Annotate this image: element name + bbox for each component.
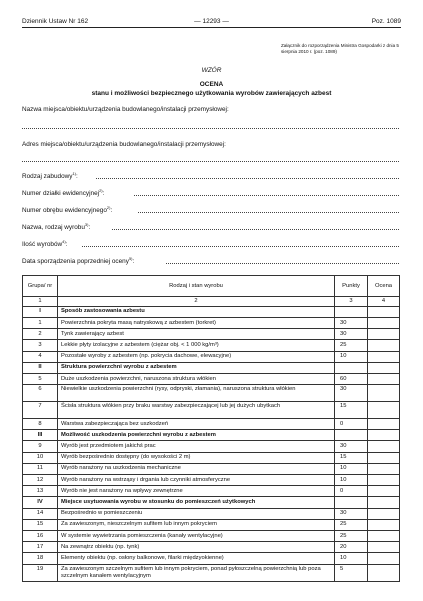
column-number: 2 [58,297,335,307]
row-rating-cell [368,497,400,508]
row-description: Wyrób nie jest narażony na wpływy zewnętrzne [58,486,335,497]
row-description: Warstwa zabezpieczająca bez uszkodzeń [58,419,335,430]
row-number: III [23,430,58,441]
row-number: 4 [23,351,58,362]
row-number: 14 [23,508,58,519]
row-description: Niewielkie uszkodzenia powierzchni (rysy, odpryski, złamania), naruszona struktura włókien [58,385,335,402]
column-number-row [23,297,400,307]
row-description: Wyrób narażony na uszkodzenia mechaniczne [58,463,335,474]
table-section-row [23,430,400,441]
row-number: 11 [23,463,58,474]
row-number: 19 [23,564,58,581]
row-number: 1 [23,317,58,328]
row-description: Możliwość uszkodzenia powierzchni wyrobu z azbestem [58,430,335,441]
row-number: 6 [23,385,58,402]
table-section-row [23,497,400,508]
table-row [23,385,400,402]
item-number: Poz. 1089 [371,18,401,25]
field-plot-number-dotted-line [134,195,399,196]
table-row [23,441,400,452]
row-points: 25 [335,340,368,351]
row-rating-cell [368,486,400,497]
row-number: 16 [23,530,58,541]
row-number: 7 [23,402,58,419]
row-rating-cell [368,475,400,486]
table-row [23,519,400,530]
field-plot-number-label: Numer działki ewidencyjnej$^{2)}$: [22,188,105,198]
row-points [335,497,368,508]
page-header [22,0,401,25]
page-number: — 12293 — [194,18,229,25]
row-rating-cell [368,430,400,441]
document-subtitle: stanu i możliwości bezpiecznego użytkowania wyrobów zawierających azbest [91,90,332,97]
row-number: 18 [23,553,58,564]
row-rating-cell [368,519,400,530]
row-rating-cell [368,351,400,362]
row-rating-cell [368,419,400,430]
table-row [23,329,400,340]
row-points: 10 [335,553,368,564]
row-points: 60 [335,373,368,384]
row-points: 10 [335,475,368,486]
header-group-number: Grupa/ nr [23,276,58,297]
header-description: Rodzaj i stan wyrobu [58,276,335,297]
appendix-note: Załącznik do rozporządzenia Ministra Gospodarki z dnia 5 sierpnia 2010 r. (poz. 1089) [281,43,399,54]
row-points: 30 [335,317,368,328]
field-product-name-dotted-line [112,229,399,230]
table-row [23,553,400,564]
row-description: Tynk zawierający azbest [58,329,335,340]
row-description: Wyrób bezpośrednio dostępny (do wysokości 2 m) [58,452,335,463]
row-description: Wyrób narażony na wstrząsy i drgania lub czynniki atmosferyczne [58,475,335,486]
row-description: Sposób zastosowania azbestu [58,306,335,317]
field-previous-date-label: Data sporządzenia poprzedniej oceny$^{5)}$: [22,256,135,266]
field-quantity-label: Ilość wyrobów$^{4)}$: [22,239,68,249]
row-number: 10 [23,452,58,463]
field-product-name-label: Nazwa, rodzaj wyrobu$^{3)}$: [22,222,91,232]
row-rating-cell [368,452,400,463]
table-section-row [23,362,400,373]
row-points: 30 [335,385,368,402]
table-row [23,564,400,581]
row-number: II [23,362,58,373]
field-precinct-number-label: Numer obrębu ewidencyjnego$^{2)}$: [22,205,113,215]
row-number: 12 [23,475,58,486]
table-row [23,486,400,497]
row-rating-cell [368,317,400,328]
row-rating-cell [368,542,400,553]
row-rating-cell [368,373,400,384]
row-points: 25 [335,530,368,541]
row-description: Bezpośrednio w pomieszczeniu [58,508,335,519]
field-previous-date-dotted-line [166,263,399,264]
field-quantity-dotted-line [82,246,399,247]
table-row [23,542,400,553]
row-points [335,306,368,317]
row-number: 3 [23,340,58,351]
table-row [23,530,400,541]
row-points: 20 [335,542,368,553]
row-rating-cell [368,441,400,452]
row-description: Na zewnątrz obiektu (np. tynk) [58,542,335,553]
row-number: 8 [23,419,58,430]
row-description: Za zawieszonym szczelnym sufitem lub innym pokryciem, ponad pyłoszczelną powierzchnią lub poza szczelnym kanałem wentylacyjnym [58,564,335,581]
row-rating-cell [368,564,400,581]
row-number: 15 [23,519,58,530]
assessment-table [22,275,400,582]
table-row [23,340,400,351]
journal-name: Dziennik Ustaw Nr 162 [22,18,89,25]
table-row [23,452,400,463]
column-number: 3 [335,297,368,307]
table-row [23,419,400,430]
row-points: 15 [335,452,368,463]
table-row [23,373,400,384]
table-row [23,463,400,474]
row-points: 30 [335,329,368,340]
row-description: Za zawieszonym, nieszczelnym sufitem lub innym pokryciem [58,519,335,530]
row-rating-cell [368,530,400,541]
row-points: 5 [335,564,368,581]
header-points: Punkty [335,276,368,297]
row-description: W systemie wywietrzania pomieszczenia (kanały wentylacyjne) [58,530,335,541]
row-points: 10 [335,351,368,362]
row-description: Struktura powierzchni wyrobu z azbestem [58,362,335,373]
column-number: 1 [23,297,58,307]
row-number: 17 [23,542,58,553]
table-row [23,351,400,362]
row-description: Pozostałe wyroby z azbestem (np. pokrycia dachowe, elewacyjne) [58,351,335,362]
header-divider [22,27,401,28]
row-rating-cell [368,329,400,340]
row-number: 5 [23,373,58,384]
row-description: Elementy obiektu (np. osłony balkonowe, filarki międzyokienne) [58,553,335,564]
field-address-dotted-line [22,161,399,162]
field-building-type-label: Rodzaj zabudowy$^{1)}$: [22,171,78,181]
row-points: 30 [335,441,368,452]
column-number: 4 [368,297,400,307]
row-rating-cell [368,306,400,317]
row-description: Wyrób jest przedmiotem jakichś prac [58,441,335,452]
row-description: Ścisła struktura włókien przy braku warstwy zabezpieczającej lub jej dużych ubytkach [58,402,335,419]
row-rating-cell [368,362,400,373]
row-description: Powierzchnia pokryta masą natryskową z azbestem (torkret) [58,317,335,328]
row-points: 0 [335,419,368,430]
table-section-row [23,306,400,317]
field-name-label: Nazwa miejsca/obiektu/urządzenia budowlanego/instalacji przemysłowej: [22,106,229,113]
row-rating-cell [368,553,400,564]
row-rating-cell [368,385,400,402]
row-points: 25 [335,519,368,530]
row-number: 9 [23,441,58,452]
row-points: 30 [335,508,368,519]
document-title: OCENA [199,81,224,88]
row-description: Lekkie płyty izolacyjne z azbestem (ciężar obj. < 1 000 kg/m³) [58,340,335,351]
row-points: 0 [335,486,368,497]
row-rating-cell [368,508,400,519]
row-rating-cell [368,340,400,351]
row-points: 15 [335,402,368,419]
field-precinct-number-dotted-line [138,212,399,213]
row-rating-cell [368,402,400,419]
row-points: 10 [335,463,368,474]
table-row [23,402,400,419]
table-row [23,508,400,519]
table-header-row [23,276,400,297]
header-rating: Ocena [368,276,400,297]
row-points [335,362,368,373]
table-row [23,475,400,486]
row-description: Duże uszkodzenia powierzchni, naruszona struktura włókien [58,373,335,384]
row-description: Miejsce usytuowania wyrobu w stosunku do pomieszczeń użytkowych [58,497,335,508]
template-label: WZÓR [201,67,222,74]
table-row [23,317,400,328]
field-building-type-dotted-line [96,178,399,179]
row-rating-cell [368,463,400,474]
row-number: I [23,306,58,317]
row-number: IV [23,497,58,508]
row-number: 13 [23,486,58,497]
field-name-dotted-line [22,128,399,129]
row-number: 2 [23,329,58,340]
field-address-label: Adres miejsca/obiektu/urządzenia budowlanego/instalacji przemysłowej: [22,141,226,148]
row-points [335,430,368,441]
